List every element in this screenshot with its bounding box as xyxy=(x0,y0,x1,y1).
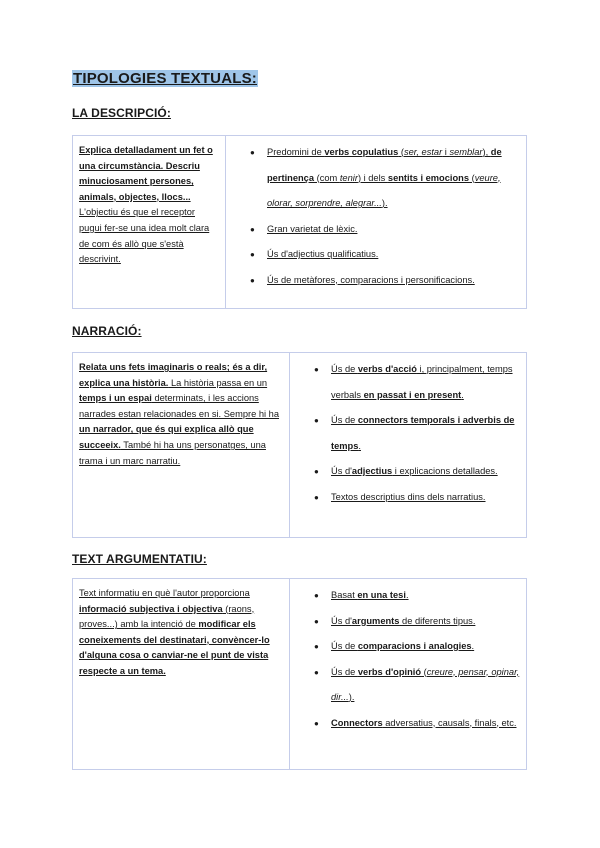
argumentatiu-definition: Text informatiu en què l'autor proporciona informació subjectiva i objectiva (raons, proves...) amb la intenció de modificar els coneixements del destinatari, convèncer-lo d'alguna cosa o canviar-ne el punt de vista respecte a un tema. xyxy=(79,588,270,676)
list-item: ● Ús de connectors temporals i adverbis de temps. xyxy=(296,408,520,459)
section-heading-narracio: NARRACIÓ: xyxy=(72,324,142,338)
narracio-definition: Relata uns fets imaginaris o reals; és a dir, explica una història. La història passa en un temps i un espai determinats, i les accions narrades estan relacionades en si. Sempre hi ha un narrador, que és qui explica allò que succeeix. També hi ha uns personatges, una trama i un marc narratiu. xyxy=(79,362,280,466)
narracio-features-cell xyxy=(290,353,526,537)
narracio-table xyxy=(72,352,527,538)
descripcio-definition-cell xyxy=(73,136,226,308)
argumentatiu-features-cell xyxy=(290,579,526,769)
list-item: ● Ús de verbs d'acció i, principalment, temps verbals en passat i en present. xyxy=(296,357,520,408)
list-item: ● Predomini de verbs copulatius (ser, estar i semblar), de pertinença (com tenir) i dels sentits i emocions (veure, olorar, sorprendre, alegrar...). xyxy=(232,140,520,217)
section-heading-descripcio: LA DESCRIPCIÓ: xyxy=(72,106,171,120)
argumentatiu-table xyxy=(72,578,527,770)
section-heading-argumentatiu: TEXT ARGUMENTATIU: xyxy=(72,552,207,566)
list-item: ● Ús de metàfores, comparacions i personificacions. xyxy=(232,268,520,294)
descripcio-table xyxy=(72,135,527,309)
page-title: TIPOLOGIES TEXTUALS: xyxy=(73,70,258,87)
list-item: ● Ús de verbs d'opinió (creure, pensar, opinar, dir...). xyxy=(296,660,520,711)
list-item: ● Connectors adversatius, causals, finals, etc. xyxy=(296,711,520,737)
list-item: ● Gran varietat de lèxic. xyxy=(232,217,520,243)
descripcio-def-text: L'objectiu és que el receptor pugui fer-se una idea molt clara de com és allò que s'està descrivint. xyxy=(79,207,210,265)
descripcio-feature-list xyxy=(232,140,520,293)
list-item: ● Ús d'adjectius qualificatius. xyxy=(232,242,520,268)
narracio-definition-cell xyxy=(73,353,290,537)
narracio-feature-list xyxy=(296,357,520,510)
list-item: ● Basat en una tesi. xyxy=(296,583,520,609)
descripcio-features-cell xyxy=(226,136,526,308)
descripcio-def-bold: Explica detalladament un fet o una circumstància. Descriu minuciosament persones, animals, objectes, llocs... xyxy=(79,145,213,202)
argumentatiu-definition-cell xyxy=(73,579,290,769)
list-item: ● Ús d'arguments de diferents tipus. xyxy=(296,609,520,635)
list-item: ● Textos descriptius dins dels narratius. xyxy=(296,485,520,511)
argumentatiu-feature-list xyxy=(296,583,520,736)
list-item: ● Ús d'adjectius i explicacions detallades. xyxy=(296,459,520,485)
descripcio-definition xyxy=(79,143,219,268)
list-item: ● Ús de comparacions i analogies. xyxy=(296,634,520,660)
